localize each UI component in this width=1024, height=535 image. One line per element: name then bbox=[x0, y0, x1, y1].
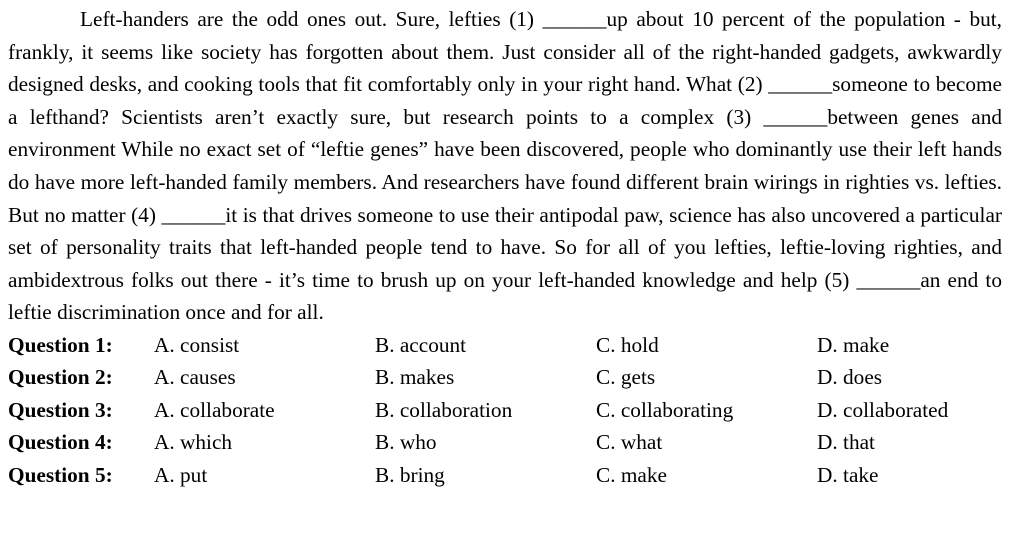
question-row bbox=[8, 394, 1002, 426]
question-row bbox=[8, 426, 1002, 458]
option-a: A. collaborate bbox=[154, 397, 275, 422]
question-label: Question 5: bbox=[8, 462, 113, 487]
option-c: C. hold bbox=[596, 332, 659, 357]
option-b: B. bring bbox=[375, 462, 445, 487]
question-label: Question 4: bbox=[8, 430, 113, 455]
question-label: Question 2: bbox=[8, 365, 113, 390]
option-c: C. what bbox=[596, 430, 663, 455]
option-d: D. collaborated bbox=[817, 397, 949, 422]
option-b: B. collaboration bbox=[375, 397, 513, 422]
question-row bbox=[8, 459, 1002, 491]
option-b: B. makes bbox=[375, 365, 455, 390]
option-c: C. gets bbox=[596, 365, 656, 390]
option-a: A. causes bbox=[154, 365, 236, 390]
option-a: A. put bbox=[154, 462, 208, 487]
question-row bbox=[8, 329, 1002, 361]
option-a: A. consist bbox=[154, 332, 240, 357]
passage-text: Left-handers are the odd ones out. Sure, lefties (1) ______up about 10 percent of the population - but, frankly, it seems like society has forgotten about them. Just consider all of the right-handed gadgets, awkwardly designed desks, and cooking tools that fit comfortably only in your right hand. What (2) ______someone to become a lefthand? Scientists aren’t exactly sure, but research points to a complex (3) ______between genes and environment While no exact set of “leftie genes” have been discovered, people who dominantly use their left hands do have more left-handed family members. And researchers have found different brain wirings in righties vs. lefties. But no matter (4) ______it is that drives someone to use their antipodal paw, science has also uncovered a particular set of personality traits that left-handed people tend to have. So for all of you lefties, leftie-loving righties, and ambidextrous folks out there - it’s time to brush up on your left-handed knowledge and help (5) ______an end to leftie discrimination once and for all. bbox=[8, 7, 1002, 325]
option-b: B. account bbox=[375, 332, 467, 357]
option-d: D. make bbox=[817, 332, 890, 357]
question-label: Question 3: bbox=[8, 397, 113, 422]
option-c: C. collaborating bbox=[596, 397, 734, 422]
option-a: A. which bbox=[154, 430, 233, 455]
option-d: D. that bbox=[817, 430, 875, 455]
question-list bbox=[8, 329, 1002, 491]
question-row bbox=[8, 361, 1002, 393]
option-b: B. who bbox=[375, 430, 437, 455]
option-c: C. make bbox=[596, 462, 667, 487]
option-d: D. take bbox=[817, 462, 879, 487]
option-d: D. does bbox=[817, 365, 883, 390]
question-label: Question 1: bbox=[8, 332, 113, 357]
